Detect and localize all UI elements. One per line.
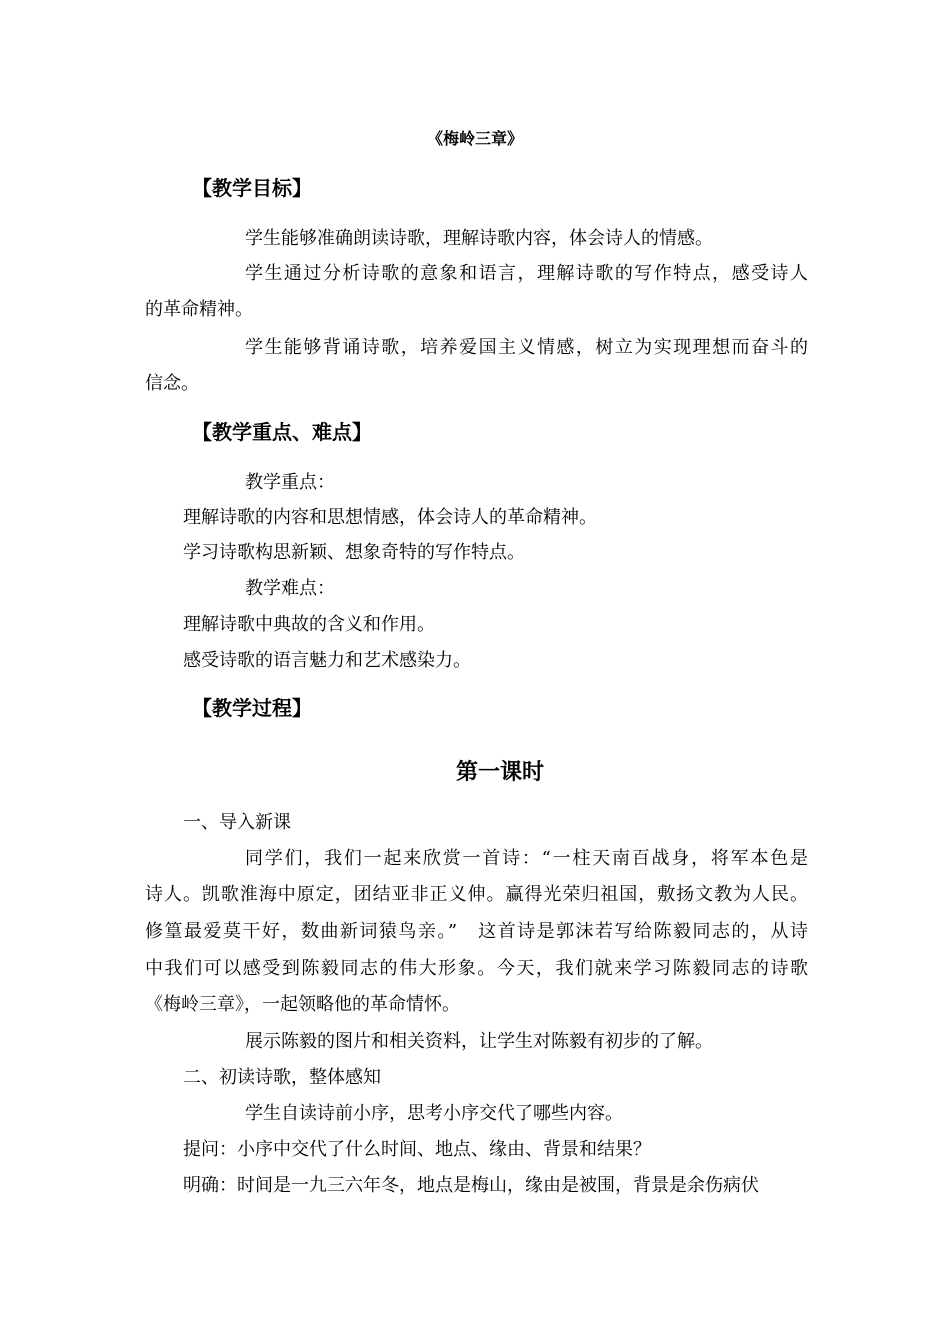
step-2-heading: 二、初读诗歌，整体感知 [183, 1067, 381, 1088]
objective-3-line-2: 信念。 [145, 373, 199, 394]
step-1-line-3: 修篁最爱莫干好，数曲新词猿鸟亲。” 这首诗是郭沫若写给陈毅同志的，从诗 [145, 921, 808, 942]
step-1-line-4: 中我们可以感受到陈毅同志的伟大形象。今天，我们就来学习陈毅同志的诗歌 [145, 958, 808, 979]
key-points-label: 教学重点： [245, 472, 335, 493]
step-1-line-2: 诗人。凯歌淮海中原定，团结亚非正义伸。赢得光荣归祖国，敷扬文教为人民。 [145, 884, 808, 905]
step-1-line-1: 同学们，我们一起来欣赏一首诗：“一柱天南百战身，将军本色是 [245, 848, 808, 869]
objectives-heading: 【教学目标】 [192, 176, 312, 200]
step-2-line-1: 学生自读诗前小序，思考小序交代了哪些内容。 [245, 1103, 623, 1124]
key-point-1: 理解诗歌的内容和思想情感，体会诗人的革命精神。 [183, 507, 597, 528]
step-2-question: 提问：小序中交代了什么时间、地点、缘由、背景和结果？ [183, 1139, 651, 1160]
objective-3-line-1: 学生能够背诵诗歌，培养爱国主义情感，树立为实现理想而奋斗的 [245, 337, 808, 358]
step-2-answer: 明确：时间是一九三六年冬，地点是梅山，缘由是被围，背景是余伤病伏 [183, 1175, 759, 1196]
objective-2-line-2: 的革命精神。 [145, 299, 253, 320]
difficult-points-label: 教学难点： [245, 578, 335, 599]
lesson-title: 第一课时 [455, 760, 544, 785]
difficult-point-2: 感受诗歌的语言魅力和艺术感染力。 [183, 650, 471, 671]
objective-2-line-1: 学生通过分析诗歌的意象和语言，理解诗歌的写作特点，感受诗人 [245, 263, 808, 284]
difficult-point-1: 理解诗歌中典故的含义和作用。 [183, 614, 435, 635]
key-point-2: 学习诗歌构思新颖、想象奇特的写作特点。 [183, 542, 525, 563]
step-1-line-6: 展示陈毅的图片和相关资料，让学生对陈毅有初步的了解。 [245, 1031, 713, 1052]
step-1-line-5: 《梅岭三章》，一起领略他的革命情怀。 [145, 994, 460, 1015]
key-points-heading: 【教学重点、难点】 [192, 420, 372, 444]
process-heading: 【教学过程】 [192, 696, 312, 720]
objective-1: 学生能够准确朗读诗歌，理解诗歌内容，体会诗人的情感。 [245, 228, 713, 249]
step-1-heading: 一、导入新课 [183, 812, 291, 833]
document-title: 《梅岭三章》 [426, 129, 523, 148]
